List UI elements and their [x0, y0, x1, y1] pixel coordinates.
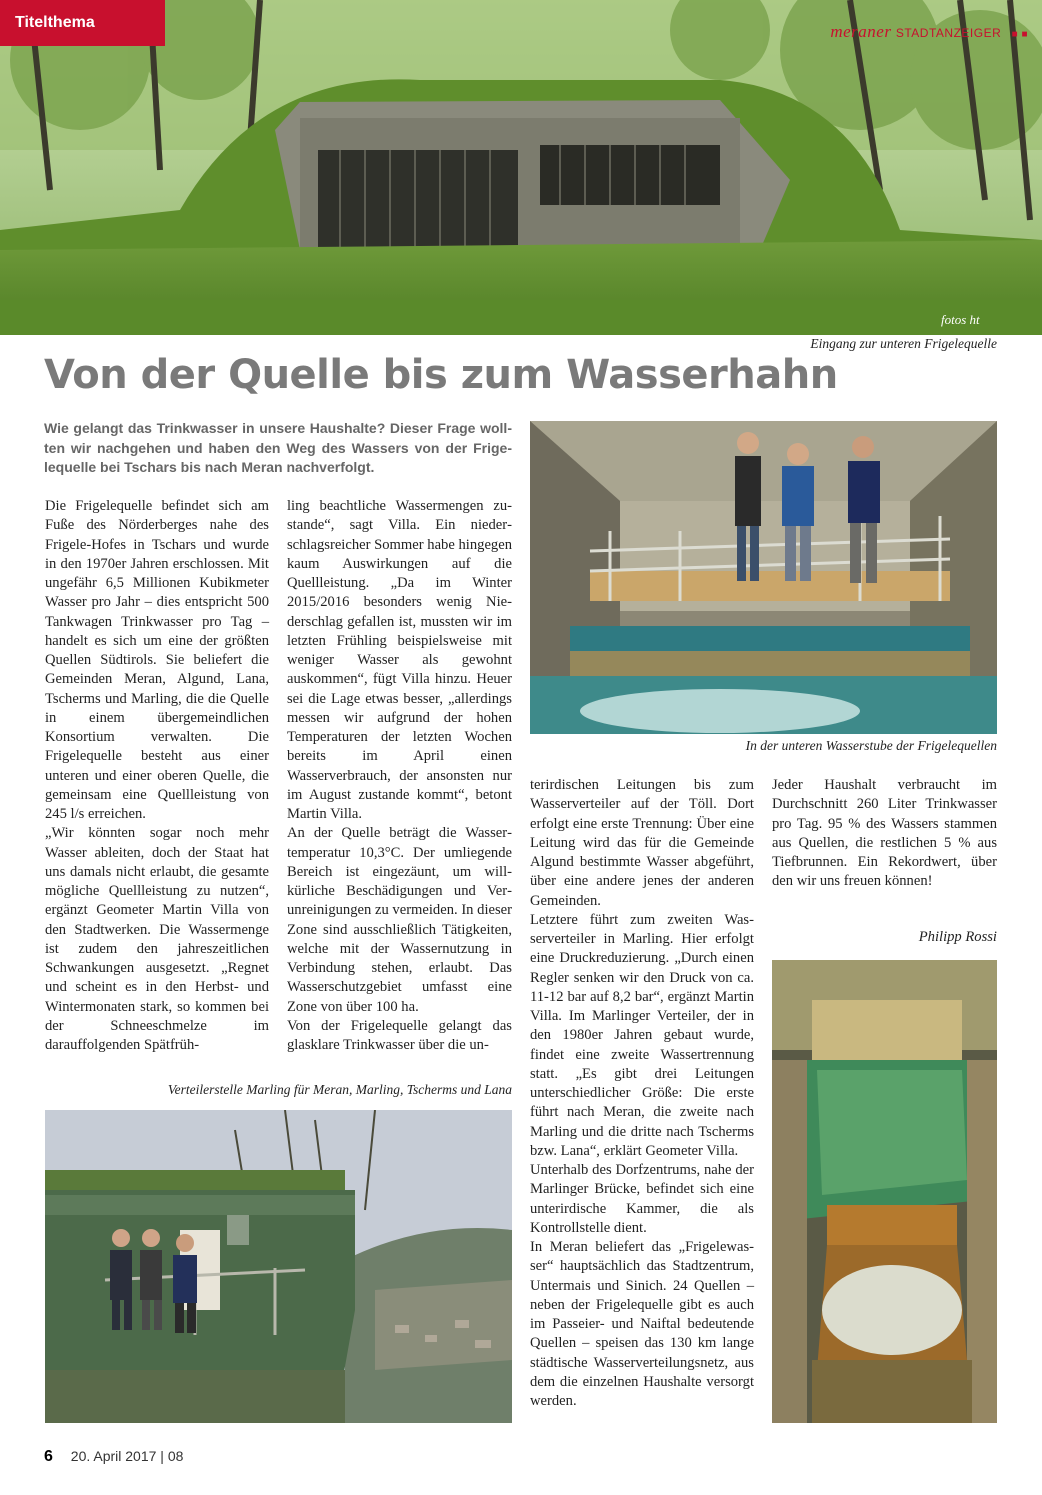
- paragraph: terirdischen Leitungen bis zum Wasserverteiler auf der Töll. Dort erfolgt eine erste Trennung: Über eine Leitung wird das für die Gemeinde Algund bestimmte Wasser abgeführt, über eine andere jenes der anderen Gemeinden.: [530, 777, 754, 909]
- hero-photo: [0, 0, 1042, 335]
- marling-caption: Verteilerstelle Marling für Meran, Marling, Tscherms und Lana: [167, 1082, 512, 1097]
- wasserstube-photo: [530, 421, 997, 734]
- page-number: 6: [44, 1448, 53, 1465]
- paragraph: An der Quelle beträgt die Wassertemperatur 10,3°C. Der umliegende Bereich ist eingezäunt, um willkürliche Beschädigungen und Verunreinigungen zu vermeiden. In dieser Zone sind ausschließlich Tätigkeiten, welche mit der Wassernutzung in Verbindung stehen, erlaubt. Das Wasserschutzgebiet umfasst eine Zone von über 100 ha.: [287, 825, 512, 1015]
- marling-photo-image: [45, 1110, 512, 1423]
- masthead: [830, 22, 1028, 42]
- masthead-part1: meraner: [830, 22, 892, 41]
- paragraph: „Wir könnten sogar noch mehr Wasser ableiten, doch der Staat hat uns damals nicht erlaubt, die gesamte mögliche Quellleistung zu nutzen“, ergänzt Geometer Martin Villa von den Stadtwerken. Die Wassermenge ist zudem den jahreszeitlichen Schwankungen ausgesetzt. „Regnet und scheint es in den Herbst- und Wintermonaten stark, so kommen bei der Schneeschmelze im darauffolgenden Spätfrüh-: [45, 825, 269, 1053]
- article-column-3: [530, 776, 754, 1411]
- masthead-part2: STADTANZEIGER: [895, 26, 1002, 40]
- hero-photo-image: [0, 0, 1042, 335]
- hero-caption: Eingang zur unteren Frigelequelle: [810, 336, 997, 351]
- headline: Von der Quelle bis zum Wasserhahn: [44, 352, 838, 398]
- lead-paragraph: Wie gelangt das Trinkwasser in unsere Haushalte? Dieser Frage wollten wir nachgehen und haben den Weg des Wassers von der Frigelequelle bei Tschars bis nach Meran nachverfolgt.: [44, 420, 512, 475]
- article-column-4: [772, 776, 997, 892]
- page-footer: [44, 1448, 183, 1466]
- kammer-photo: [772, 960, 997, 1423]
- section-tag: Titelthema: [0, 0, 165, 46]
- photo-credit: fotos ht: [941, 312, 980, 327]
- paragraph: Letztere führt zum zweiten Wasserverteiler in Marling. Hier erfolgt eine Druckreduzierung. „Durch einen Regler senken wir den Druck von ca. 11-12 bar auf 8,2 bar“, ergänzt Martin Villa. Im Marlinger Verteiler, der in den 1980er Jahren gebaut wurde, findet eine zweite Wassertrennung statt. „Es gibt drei Leitungen unterschiedlicher Größe: Die erste führt nach Meran, die zweite nach Marling und die dritte nach Tscherms bzw. Lana“, erklärt Geometer Villa.: [530, 911, 754, 1159]
- wasserstube-caption: In der unteren Wasserstube der Frigelequellen: [745, 738, 997, 753]
- paragraph: In Meran beliefert das „Frigelewasser“ hauptsächlich das Stadtzentrum, Untermais und Sinich. 24 Quellen – neben der Frigelequelle gibt es auch im Passeier- und Naiftal bedeutende Quellen – speisen das 130 km lange städtische Wasserverteilungsnetz, aus dem die einzelnen Haushalte versorgt werden.: [530, 1239, 754, 1409]
- paragraph: Unterhalb des Dorfzentrums, nahe der Marlinger Brücke, befindet sich eine unterirdische Kammer, die als Kontrollstelle dient.: [530, 1162, 754, 1236]
- masthead-dots: ■ ■: [1011, 29, 1028, 40]
- wasserstube-photo-image: [530, 421, 997, 734]
- article-column-1: [45, 497, 269, 1055]
- paragraph: Jeder Haushalt verbraucht im Durchschnitt 260 Liter Trinkwasser pro Tag. 95 % des Wassers stammen aus Quellen, die restlichen 5 % aus Tiefbrunnen. Ein Rekordwert, über den wir uns freuen können!: [772, 777, 997, 890]
- paragraph: Von der Frigelequelle gelangt das glasklare Trinkwasser über die un-: [287, 1017, 512, 1053]
- issue-date: 20. April 2017 | 08: [70, 1448, 184, 1464]
- author: Philipp Rossi: [918, 929, 997, 945]
- kammer-photo-image: [772, 960, 997, 1423]
- marling-photo: [45, 1110, 512, 1423]
- paragraph: Die Frigelequelle befindet sich am Fuße des Nörderberges nahe des Frigele-Hofes in Tschars und wurde in den 1970er Jahren erschlossen. Mit ungefähr 6,5 Millionen Kubikmeter Wasser pro Jahr – dies entspricht 500 Tankwagen Trinkwasser pro Tag – handelt es sich um eine der größten Quellen Südtirols. Sie beliefert die Gemeinden Meran, Algund, Lana, Tscherms und Marling, die die Quelle in einem übergemeindlichen Konsortium verwalten. Die Frigelequelle besteht aus einer unteren und einer oberen Quelle, die gemeinsam eine Quellleistung von 245 l/s erreichen.: [45, 498, 269, 822]
- article-column-2: [287, 497, 512, 1055]
- paragraph: ling beachtliche Wassermengen zustande“, sagt Villa. Ein niederschlagsreicher Sommer habe hingegen kaum Auswirkungen auf die Quellleistung. „Da im Winter 2015/2016 besonders wenig Niederschlag gefallen ist, mussten wir im letzten Frühling beispielsweise mit weniger Wasser als gewohnt auskommen“, fügt Villa hinzu. Heuer sei die Lage etwas besser, „allerdings messen wir aufgrund der hohen Temperaturen der letzten Wochen bereits im April einen Wasserverbrauch, der ansonsten nur im August zustande kommt“, betont Martin Villa.: [287, 498, 512, 822]
